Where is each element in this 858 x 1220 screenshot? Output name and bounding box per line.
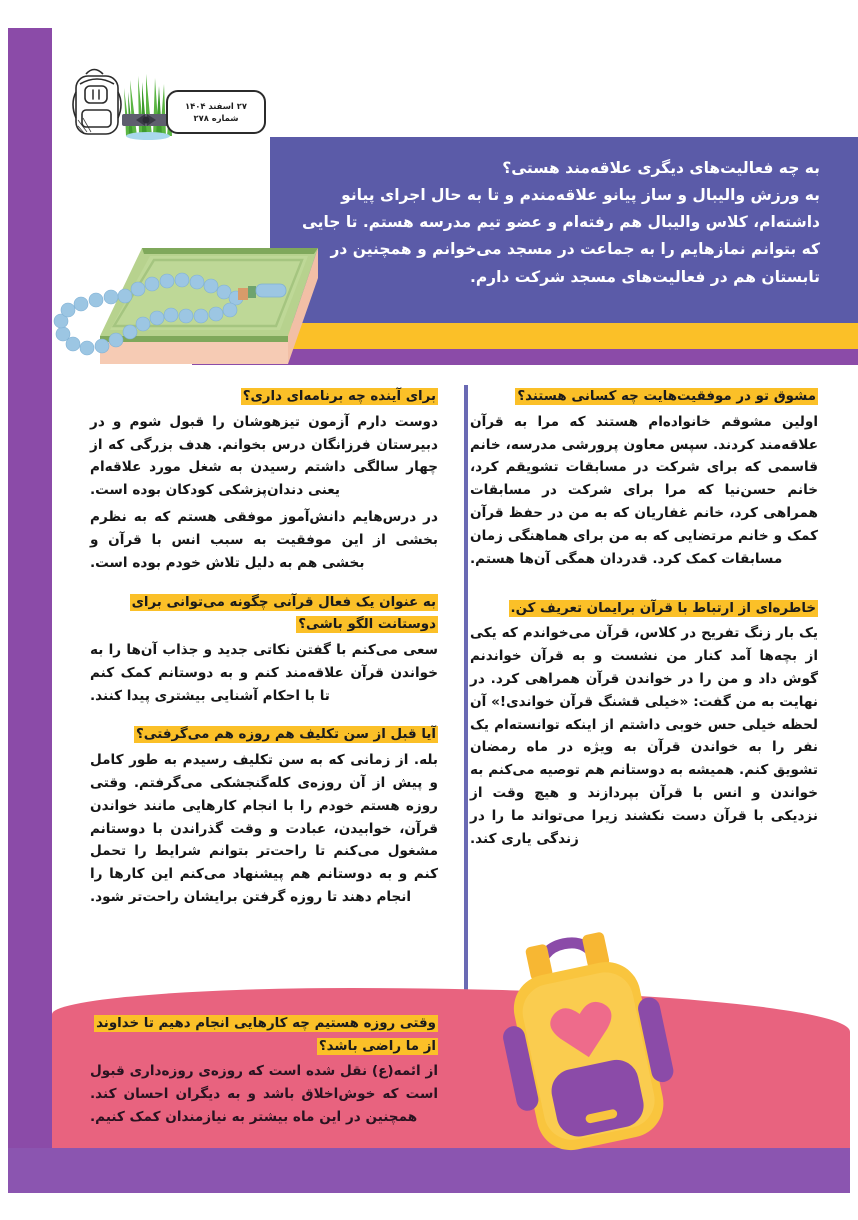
question-heading-future-plan: برای آینده چه برنامه‌ای داری؟ [242, 389, 436, 404]
left-text-column [90, 385, 438, 918]
intro-quote-panel [270, 137, 858, 323]
answer-paragraph-quran-memory: یک بار زنگ تفریح در کلاس، قرآن می‌خواندم که یکی از بچه‌ها آمد کنار من نشست و به قرآن خواندنم گوش داد و من را در خواندن قرآن همراهی کرد. در نهایت به من گفت: «خیلی قشنگ قرآن خواندی!» آن لحظه خیلی حس خوبی داشتم از اینکه توانسته‌ام یک نفر را به خواندن قرآن به ویژه در ماه رمضان تشویق کنم. همیشه به دوستانم هم توصیه می‌کنم به خواندن و انس با قرآن بپردازند و هیچ وقت از نزدیکی با قرآن دست نکشند زیرا می‌تواند ما را در زندگی یاری کند. [470, 625, 818, 847]
question-heading-wrap [90, 723, 438, 746]
question-heading-wrap [470, 597, 818, 620]
question-heading-supporters: مشوق تو در موفقیت‌هایت چه کسانی هستند؟ [517, 389, 816, 404]
question-heading-wrap [90, 1012, 438, 1057]
question-heading-ramadan-deeds: وقتی روزه هستیم چه کارهایی انجام دهیم تا خداوند از ما راضی باشد؟ [96, 1016, 436, 1054]
answer-paragraph-supporters: اولین مشوقم خانواده‌ام هستند که مرا به قرآن علاقه‌مند کردند. سپس معاون پرورشی مدرسه، خانم قاسمی که برای شرکت در مسابقات تشویقم کرد، خانم حسن‌نیا که مرا برای شرکت در مسابقات همراهی کرد، خانم غفاریان که به من در حفظ قرآن کمک و خانم مرتضایی که به من برای هماهنگی زمان مسابقات کمک کرد. قدردان همگی آن‌ها هستم. [470, 413, 818, 567]
issue-date-text: ۲۷ اسفند ۱۴۰۴ [185, 100, 247, 111]
intro-panel-heading: به چه فعالیت‌های دیگری علاقه‌مند هستی؟ [502, 159, 820, 177]
issue-date-bubble [166, 90, 266, 134]
right-text-column [470, 385, 818, 859]
bottom-question-block [90, 1012, 438, 1138]
yellow-backpack-illustration [500, 912, 705, 1172]
bottom-purple-bar [8, 1148, 850, 1193]
question-heading-wrap [470, 385, 818, 408]
answer-paragraph-fasting: بله. از زمانی که به سن تکلیف رسیدم به طور کامل و پیش از آن روزه‌ی کله‌گنجشکی می‌گرفتم. وقتی روزه هستم خودم را با انجام کارهایی مانند خواندن قرآن، خوابیدن، عبادت و وقت گذراندن با دوستانم مشغول می‌کنم تا راحت‌تر بتوانم شرایط را تحمل کنم و به دوستانم هم پیشنهاد می‌کنم این کارها را انجام دهند تا روزه گرفتن برایشان راحت‌تر شود. [90, 752, 438, 906]
answer-paragraph-future-plan-1: دوست دارم آزمون تیزهوشان را قبول شوم و در دبیرستان فرزانگان درس بخوانم. هدف بزرگی که از چهار سالگی داشتم رسیدن به شغل مورد علاقه‌ام یعنی دندان‌پزشکی کودکان بوده است. [90, 413, 438, 499]
column-divider [464, 385, 468, 1000]
question-heading-quran-memory: خاطره‌ای از ارتباط با قرآن برایمان تعریف کن. [510, 600, 816, 616]
question-heading-fasting: آیا قبل از سن تکلیف هم روزه هم می‌گرفتی؟ [135, 727, 436, 743]
answer-paragraph-role-model: سعی می‌کنم با گفتن نکاتی جدید و جذاب آن‌ها را به خواندن قرآن علاقه‌مند کنم و به دوستانم کمک کنم تا با احکام آشنایی بیشتری پیدا کنند. [90, 641, 438, 704]
issue-number-text: شماره ۲۷۸ [193, 113, 239, 123]
question-heading-wrap [90, 591, 438, 636]
answer-paragraph-future-plan-2: در درس‌هایم دانش‌آموز موفقی هستم که به نظرم بخشی از این موفقیت به سبب انس با قرآن و بخشی هم به دلیل تلاش خودم بوده است. [90, 509, 438, 571]
answer-paragraph-ramadan-deeds: از ائمه(ع) نقل شده است که روزه‌ی روزه‌داری قبول است که خوش‌اخلاق باشد و به دیگران احسان کند. همچنین در این ماه بیشتر به نیازمندان کمک کنیم. [90, 1063, 438, 1126]
intro-panel-body: به ورزش والیبال و ساز پیانو علاقه‌مندم و تا به حال اجرای پیانو داشته‌ام، کلاس والیبال هم رفته‌ام و عضو تیم مدرسه هستم. تا جایی که بتوانم نمازهایم را به جماعت در مسجد می‌خوانم و همچنین در تابستان هم در فعالیت‌های مسجد شرکت دارم. [301, 186, 820, 286]
question-heading-role-model: به عنوان یک فعال قرآنی چگونه می‌توانی برای دوستانت الگو باشی؟ [131, 594, 436, 633]
quran-and-prayer-beads-illustration [30, 236, 330, 396]
